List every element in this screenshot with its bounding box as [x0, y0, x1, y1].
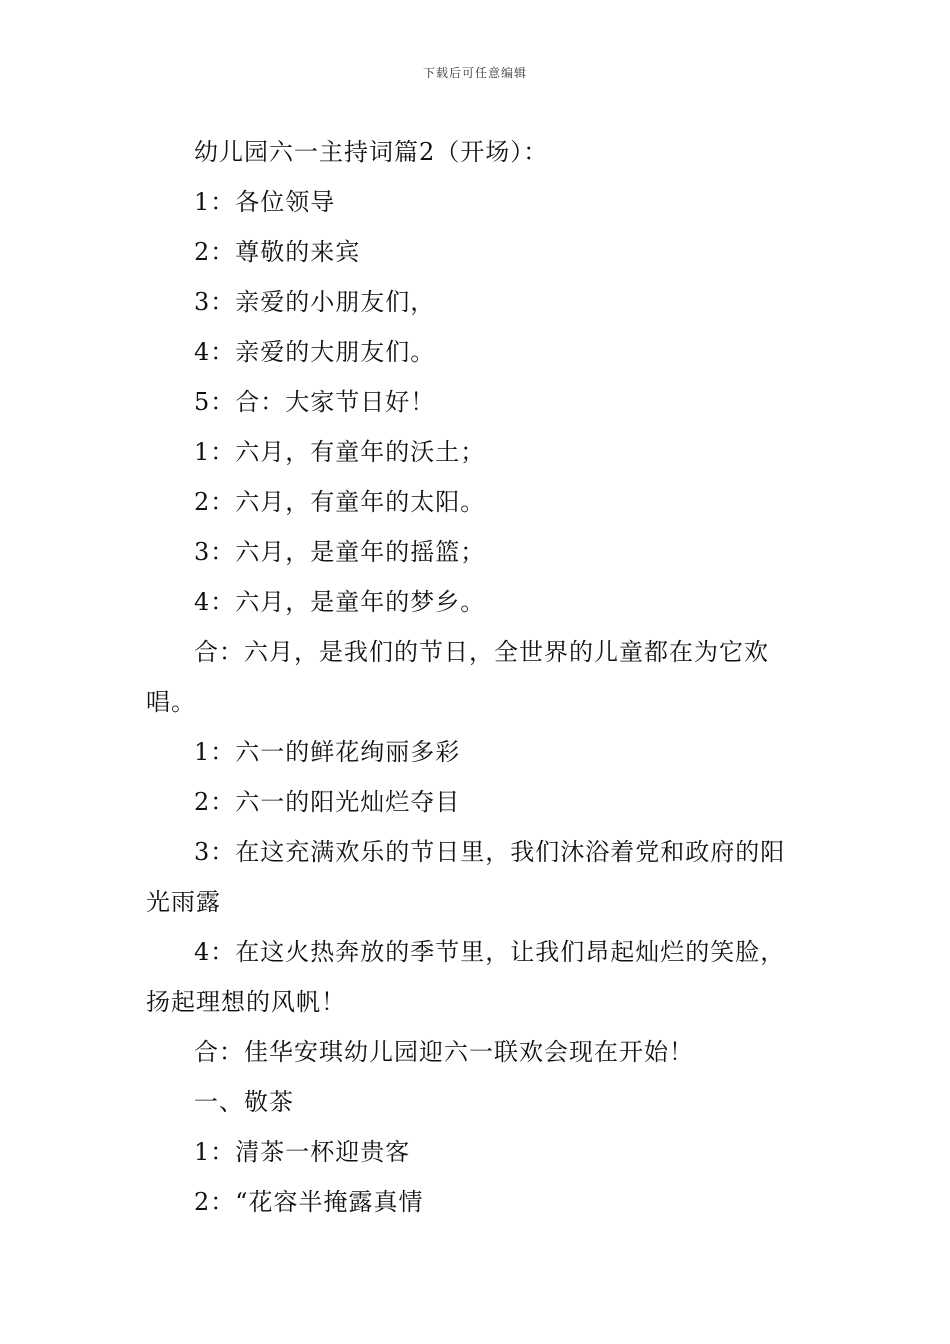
paragraph: 2：六一的阳光灿烂夺目 [194, 788, 461, 816]
paragraph: 4：六月，是童年的梦乡。 [194, 588, 486, 616]
paragraph: 合：六月，是我们的节日，全世界的儿童都在为它欢唱。 [146, 638, 769, 716]
paragraph: 5：合：大家节日好！ [194, 388, 436, 416]
paragraph-title: 幼儿园六一主持词篇2（开场）： [194, 138, 549, 166]
paragraph: 2：六月，有童年的太阳。 [194, 488, 486, 516]
paragraph: 3：六月，是童年的摇篮； [194, 538, 486, 566]
paragraph: 1：清茶一杯迎贵客 [194, 1138, 411, 1166]
paragraph: 合：佳华安琪幼儿园迎六一联欢会现在开始！ [194, 1038, 694, 1066]
paragraph: 1：六一的鲜花绚丽多彩 [194, 738, 461, 766]
section-heading: 一、敬茶 [194, 1088, 294, 1116]
header-note: 下载后可任意编辑 [422, 66, 527, 80]
paragraph: 4：亲爱的大朋友们。 [194, 338, 436, 366]
paragraph: 3：亲爱的小朋友们， [194, 288, 436, 316]
paragraph: 2：尊敬的来宾 [194, 238, 361, 266]
paragraph: 1：各位领导 [194, 188, 336, 216]
paragraph: 4：在这火热奔放的季节里，让我们昂起灿烂的笑脸，扬起理想的风帆！ [146, 938, 786, 1016]
paragraph: 3：在这充满欢乐的节日里，我们沐浴着党和政府的阳光雨露 [146, 838, 786, 916]
paragraph: 1：六月，有童年的沃土； [194, 438, 486, 466]
document-body [146, 127, 810, 1227]
paragraph: 2：“花容半掩露真情 [194, 1188, 424, 1216]
